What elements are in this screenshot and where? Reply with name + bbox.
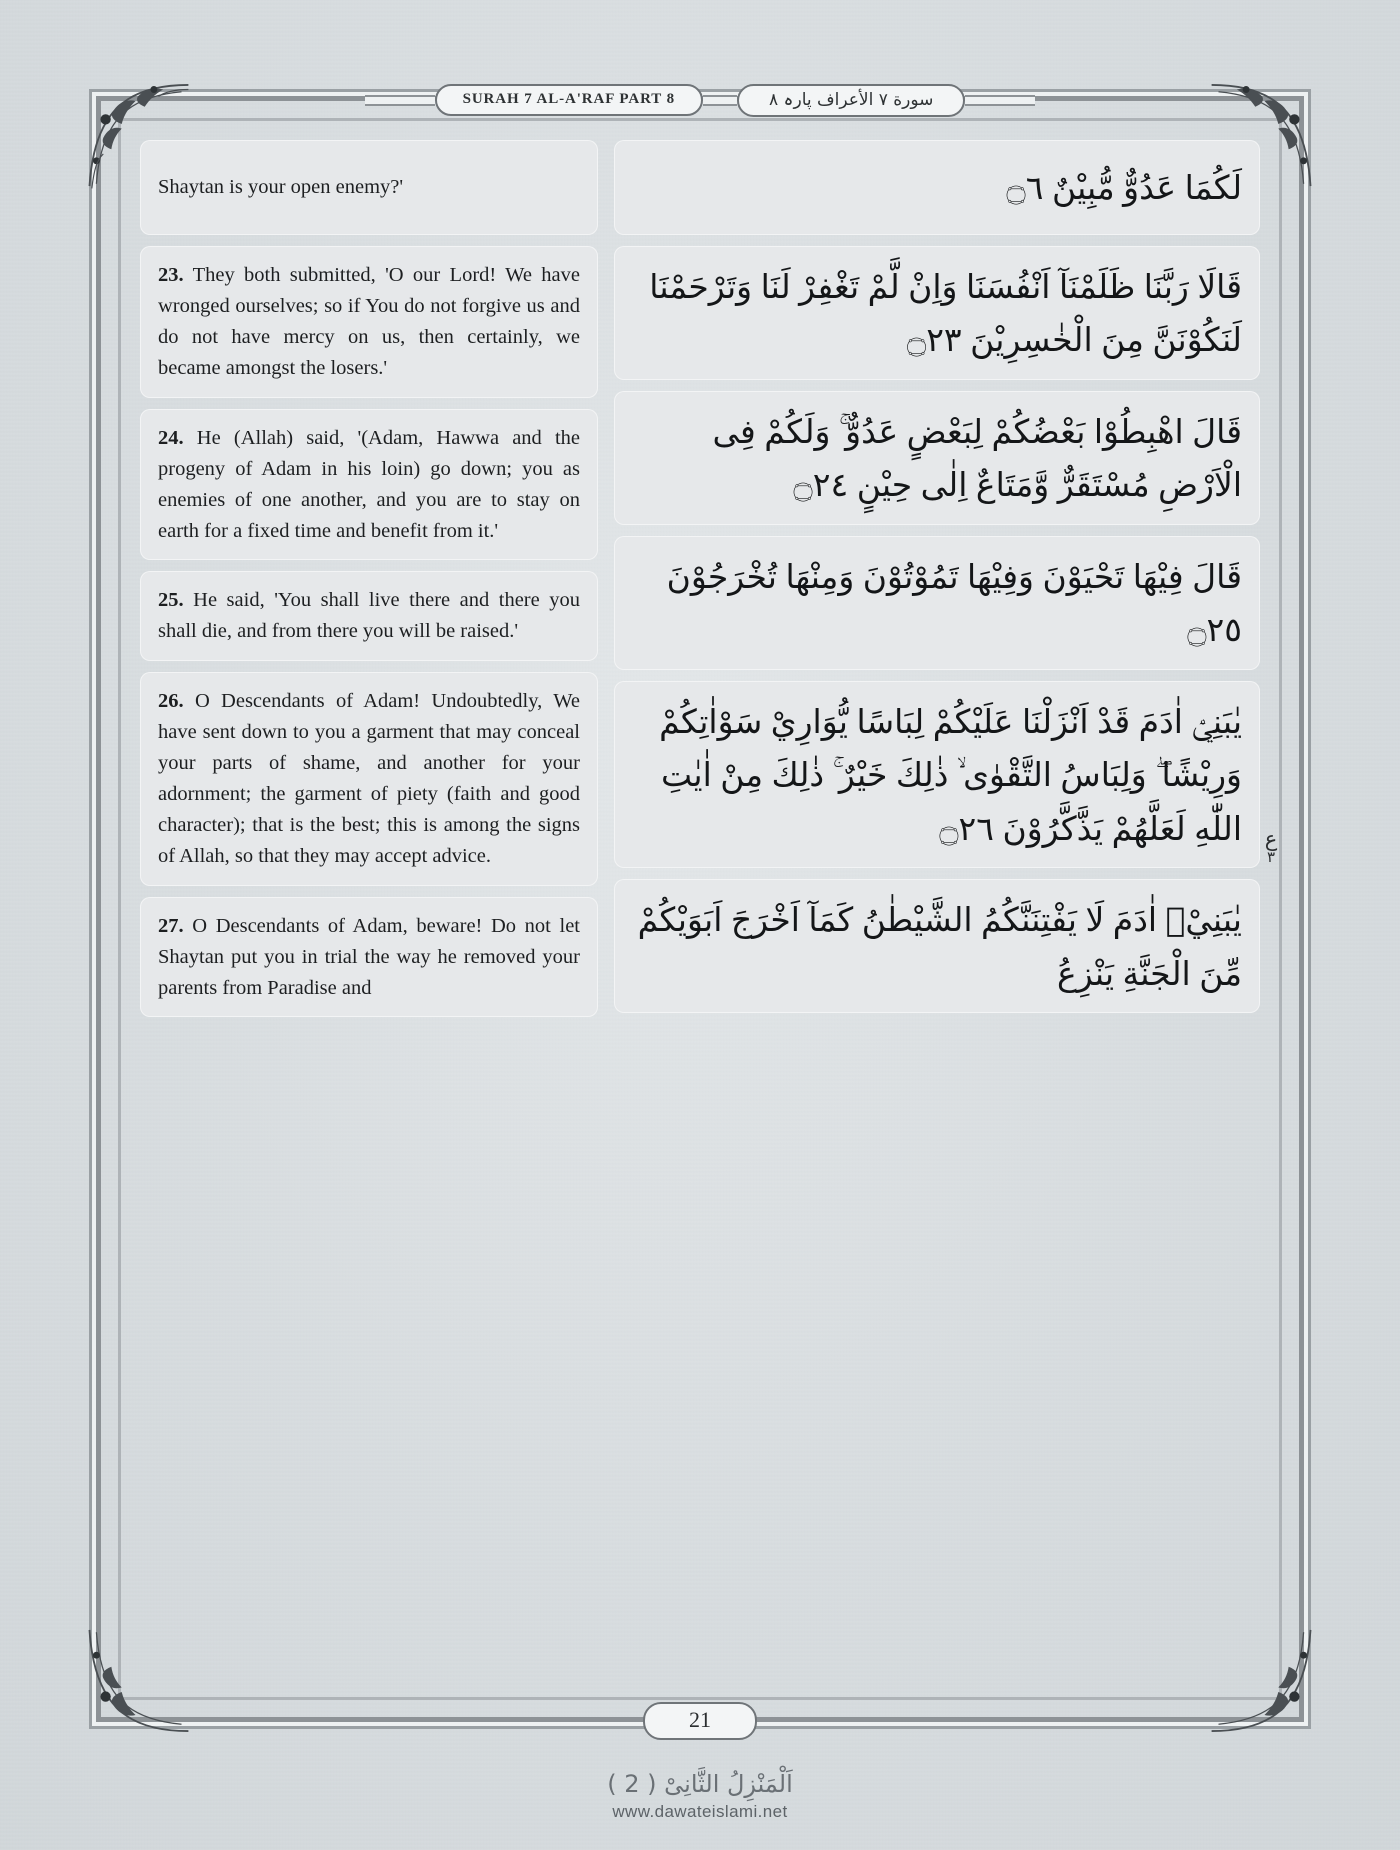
page-header [96,82,1304,118]
verse-text-english: O Descendants of Adam! Undoubtedly, We have sent down to you a garment that may conceal your parts of shame, and another for your adornment; the garment of piety (faith and good character); that is the best; this is among the signs of Allah, so that they may accept advice. [158,689,580,868]
verse-text-english: He (Allah) said, '(Adam, Hawwa and the progeny of Adam in his loin) go down; you as enemies of one another, and you are to stay on earth for a fixed time and benefit from it.' [158,426,581,543]
footer-website-url: www.dawateislami.net [612,1802,788,1821]
verse-card-english [140,672,598,886]
verse-text-english: Shaytan is your open enemy?' [158,176,404,199]
verse-card-english [140,409,598,561]
verse-text-arabic: لَكُمَا عَدُوٌّ مُّبِيْنٌ ۝٦ [1006,168,1242,208]
verse-number: 23. [158,264,184,286]
quran-column-arabic [614,140,1260,1670]
page-number-band [96,1704,1304,1738]
verse-card-arabic: قَالَ اهْبِطُوْا بَعْضُكُمْ لِبَعْضٍ عَدُوٌّ ۚ وَلَكُمْ فِى الْاَرْضِ مُسْتَقَرٌّ وَّمَتَاعٌ اِلٰى حِيْنٍ ۝٢٤ [614,391,1260,525]
ruku-marker [1254,828,1288,866]
translation-column-english [140,140,598,1670]
verse-number: 25. [158,589,184,612]
ruku-marker-label: ع [1264,827,1278,851]
surah-title-badge-english: SURAH 7 AL-A'RAF PART 8 [435,84,703,116]
verse-card-arabic [614,140,1260,235]
verse-card-arabic: قَالَا رَبَّنَا ظَلَمْنَآ اَنْفُسَنَا وَاِنْ لَّمْ تَغْفِرْ لَنَا وَتَرْحَمْنَا لَنَكُوْنَنَّ مِنَ الْخٰسِرِيْنَ ۝٢٣ [614,246,1260,380]
header-rule-left [365,95,435,106]
page-number-badge: 21 [643,1702,757,1740]
verse-columns [140,140,1260,1670]
header-rule-right [965,95,1035,106]
verse-card-english [140,571,598,660]
footer-manzil-label: اَلْمَنْزِلُ الثَّانِیْ ( 2 ) [607,1770,793,1798]
verse-text-english: O Descendants of Adam, beware! Do not let Shaytan put you in trial the way he removed your parents from Paradise and [158,914,581,999]
verse-number: 24. [158,426,184,449]
verse-card-arabic: يٰبَنِيْۤ اٰدَمَ قَدْ اَنْزَلْنَا عَلَيْكُمْ لِبَاسًا يُّوَارِيْ سَوْاٰتِكُمْ وَرِيْشًا ۖ وَلِبَاسُ التَّقْوٰى ۙ ذٰلِكَ خَيْرٌ ۚ ذٰلِكَ مِنْ اٰيٰتِ اللّٰهِ لَعَلَّهُمْ يَذَّكَّرُوْنَ ۝٢٦ [614,681,1260,868]
verse-card-arabic: قَالَ فِيْهَا تَحْيَوْنَ وَفِيْهَا تَمُوْتُوْنَ وَمِنْهَا تُخْرَجُوْنَ ۝٢٥ [614,536,1260,670]
verse-number: 27. [158,914,184,937]
verse-text-english: They both submitted, 'O our Lord! We have wronged ourselves; so if You do not forgive us and do not have mercy on us, then certainly, we became amongst the losers.' [158,264,580,380]
verse-card-english [140,140,598,235]
ruku-marker-number: ٣ [1266,848,1276,867]
verse-number: 26. [158,689,184,712]
verse-card-english [140,246,598,398]
header-rule-middle [703,95,737,106]
verse-card-arabic: يٰبَنِيْۤ اٰدَمَ لَا يَفْتِنَنَّكُمُ الشَّيْطٰنُ كَمَآ اَخْرَجَ اَبَوَيْكُمْ مِّنَ الْجَنَّةِ يَنْزِعُ [614,879,1260,1013]
verse-text-english: He said, 'You shall live there and there you shall die, and from there you will be raised.' [158,589,580,643]
page-footer [0,1770,1400,1822]
surah-title-badge-arabic: سورة ٧ الأعراف پارہ ٨ [737,84,965,117]
verse-card-english [140,897,598,1017]
